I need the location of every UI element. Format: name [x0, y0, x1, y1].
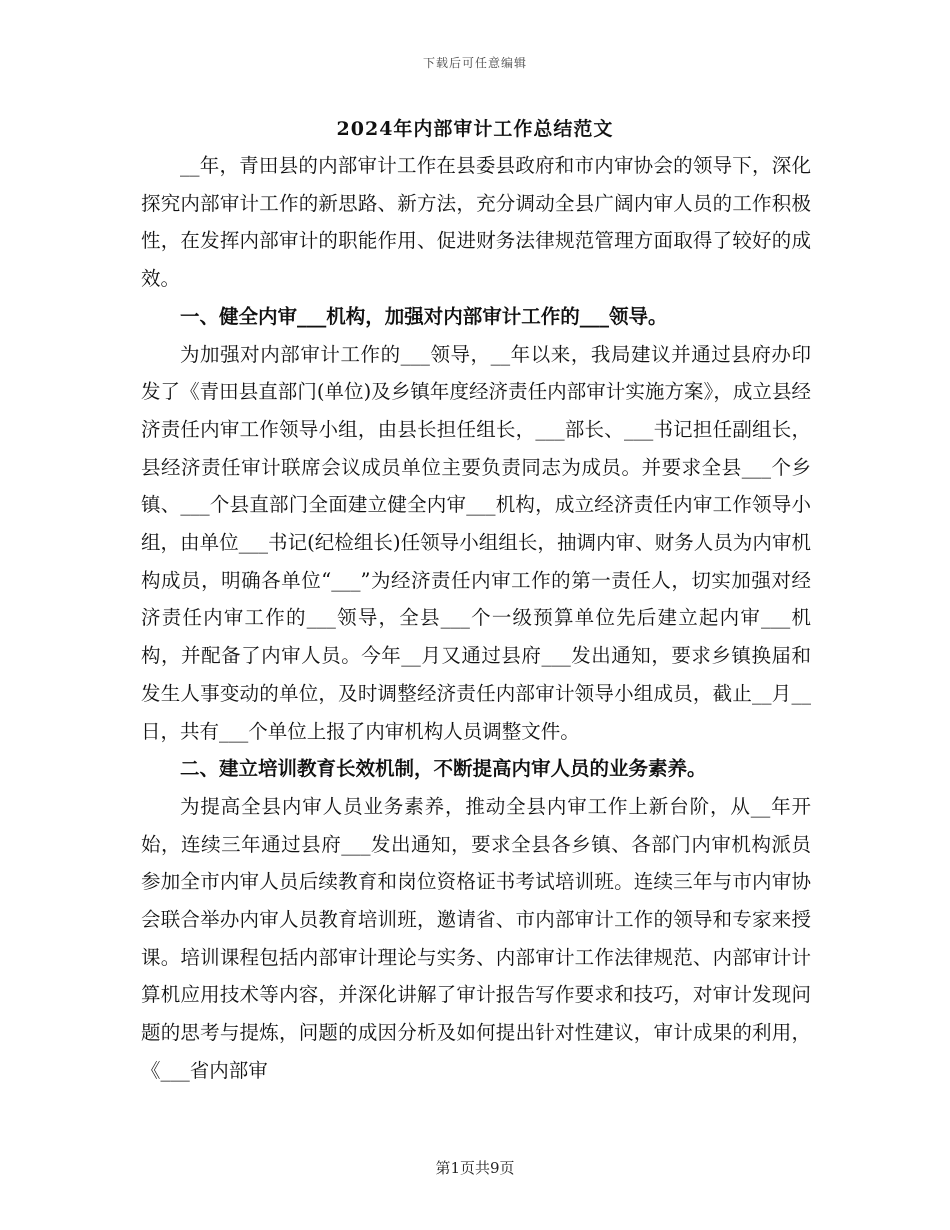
header-note: 下载后可任意编辑 [422, 56, 527, 70]
document-body [141, 147, 811, 1090]
document-title: 2024年内部审计工作总结范文 [336, 118, 614, 140]
page-number-footer: 第1页共9页 [435, 1159, 515, 1177]
paragraph-intro: __年，青田县的内部审计工作在县委县政府和市内审协会的领导下，深化探究内部审计工作的新思路、新方法，充分调动全县广阔内审人员的工作积极性，在发挥内部审计的职能作用、促进财务法律规范管理方面取得了较好的成效。 [141, 154, 811, 291]
section-heading-1: 一、健全内审___机构，加强对内部审计工作的___领导。 [180, 304, 668, 328]
section-heading-2: 二、建立培训教育长效机制，不断提高内审人员的业务素养。 [180, 757, 707, 781]
paragraph-section-2: 为提高全县内审人员业务素养，推动全县内审工作上新台阶，从__年开始，连续三年通过县府___发出通知，要求全县各乡镇、各部门内审机构派员参加全市内审人员后续教育和岗位资格证书考试培训班。连续三年与市内审协会联合举办内审人员教育培训班，邀请省、市内部审计工作的领导和专家来授课。培训课程包括内部审计理论与实务、内部审计工作法律规范、内部审计计算机应用技术等内容，并深化讲解了审计报告写作要求和技巧，对审计发现问题的思考与提炼，问题的成因分析及如何提出针对性建议，审计成果的利用，《___省内部审 [141, 794, 811, 1082]
paragraph-section-1: 为加强对内部审计工作的___领导，__年以来，我局建议并通过县府办印发了《青田县直部门(单位)及乡镇年度经济责任内部审计实施方案》，成立县经济责任内审工作领导小组，由县长担任组长，___部长、___书记担任副组长，县经济责任审计联席会议成员单位主要负责同志为成员。并要求全县___个乡镇、___个县直部门全面建立健全内审___机构，成立经济责任内审工作领导小组，由单位___书记(纪检组长)任领导小组组长，抽调内审、财务人员为内审机构成员，明确各单位“___”为经济责任内审工作的第一责任人，切实加强对经济责任内审工作的___领导，全县___个一级预算单位先后建立起内审___机构，并配备了内审人员。今年__月又通过县府___发出通知，要求乡镇换届和发生人事变动的单位，及时调整经济责任内部审计领导小组成员，截止__月__日，共有___个单位上报了内审机构人员调整文件。 [141, 342, 811, 743]
